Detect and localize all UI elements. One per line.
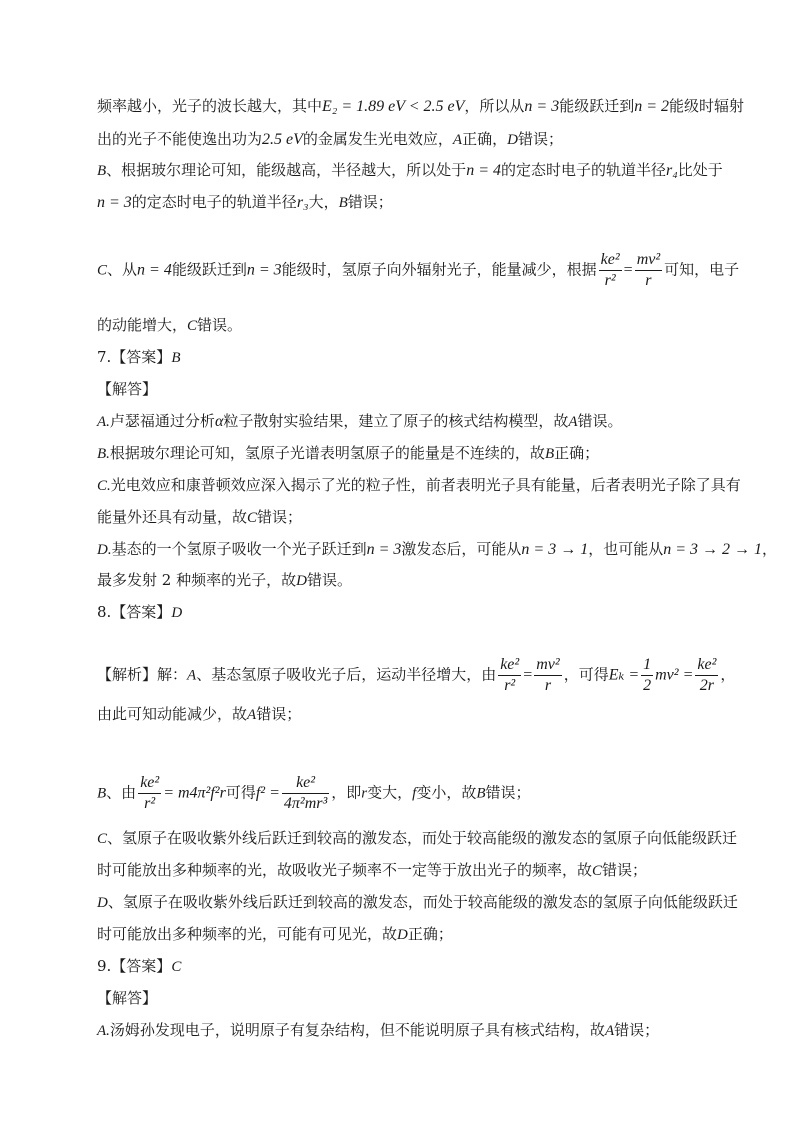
- text: 、从: [107, 260, 138, 279]
- option-letter: D: [97, 895, 108, 911]
- text: ，: [720, 665, 736, 684]
- text: 最多发射 2 种频率的光子，故: [97, 571, 297, 589]
- denominator: r: [645, 272, 652, 289]
- option-letter: B: [338, 195, 348, 211]
- text: 由此可知动能减少，故: [97, 705, 248, 723]
- math-e2-compare: E₂ = 1.89 eV < 2.5 eV: [322, 98, 465, 115]
- text: 可知，电子: [664, 260, 740, 279]
- q8-analysis-c: [97, 828, 737, 849]
- option-letter: D.: [97, 542, 112, 558]
- math-n3: n = 3: [524, 98, 560, 115]
- q8-analysis-d-cont: [97, 924, 453, 945]
- numerator: 1: [641, 655, 653, 676]
- text: ，可得: [563, 665, 609, 684]
- analysis-label: 【解析】解：: [97, 665, 188, 684]
- q7-answer-line: [97, 347, 180, 368]
- equals: =: [523, 666, 533, 684]
- text: 的动能增大，: [97, 316, 188, 334]
- math-r3: r₃: [296, 194, 309, 211]
- denominator: r: [544, 677, 552, 694]
- text: ，所以从: [464, 97, 525, 115]
- option-letter: C: [97, 262, 108, 279]
- text: 错误。: [197, 316, 243, 334]
- text: 激发态后，可能从: [401, 540, 522, 558]
- text-line-6: [97, 315, 242, 336]
- text-line-1: [97, 96, 744, 117]
- math-n3: n = 3: [97, 194, 132, 211]
- denominator: r²: [504, 677, 516, 694]
- text: 能级时辐射: [669, 97, 745, 115]
- q7-option-a: [97, 411, 623, 432]
- text: 正确；: [407, 925, 453, 943]
- answer-label: 9.【答案】: [97, 957, 172, 975]
- option-letter: A: [247, 707, 257, 723]
- q7-option-d-cont: [97, 570, 352, 591]
- math-transition: n = 3 → 2 → 1: [663, 541, 763, 558]
- option-letter: B: [97, 785, 107, 802]
- text: 汤姆孙发现电子，说明原子有复杂结构，但不能说明原子具有核式结构，故: [109, 1021, 605, 1039]
- text: 、基态氢原子吸收光子后，运动半径增大，由: [196, 665, 497, 684]
- math-mv2: mv² =: [655, 666, 694, 684]
- q7-option-c-cont: [97, 507, 302, 528]
- option-letter: A.: [97, 1023, 110, 1039]
- math-ek: Eₖ =: [608, 666, 640, 684]
- text: 错误；: [517, 130, 563, 148]
- option-letter: B: [544, 446, 555, 462]
- q8-answer-line: [97, 602, 182, 623]
- q7-option-c: [97, 475, 741, 496]
- text: 时可能放出多种频率的光，可能有可见光，故: [97, 925, 398, 943]
- text: 能级时，氢原子向外辐射光子，能量减少，根据: [281, 260, 597, 279]
- option-letter: A: [452, 132, 463, 148]
- fraction: [635, 250, 662, 291]
- option-letter: B: [97, 163, 107, 179]
- text: 粒子散射实验结果，建立了原子的核式结构模型，故: [223, 412, 569, 430]
- text-line-3: [97, 160, 723, 181]
- option-letter: C: [247, 510, 258, 526]
- text: ，: [762, 540, 778, 558]
- text: ，即: [331, 783, 362, 802]
- solution-label: 【解答】: [97, 380, 158, 398]
- q8-analysis-d: [97, 892, 738, 913]
- math-n4: n = 4: [137, 261, 172, 279]
- answer-letter: D: [171, 605, 183, 621]
- math-n2: n = 2: [634, 98, 670, 115]
- text: 正确；: [554, 444, 600, 462]
- math-f2: f² =: [255, 784, 280, 802]
- text: 、氢原子在吸收紫外线后跃迁到较高的激发态，而处于较高能级的激发态的氢原子向低能级跃迁: [107, 893, 738, 911]
- fraction: [534, 655, 561, 696]
- text: ，也可能从: [588, 540, 664, 558]
- text-line-2: [97, 129, 563, 150]
- option-letter: C: [187, 318, 198, 334]
- q9-solution-label: [97, 988, 157, 1008]
- math-equation: = m4π²f²r: [163, 784, 226, 802]
- text: 的金属发生光电效应，: [302, 130, 453, 148]
- option-letter: A: [604, 1023, 615, 1039]
- text: 、根据玻尔理论可知，能级越高，半径越大，所以处于: [106, 161, 467, 179]
- text: 的定态时电子的轨道半径: [500, 161, 666, 179]
- option-letter: D: [397, 927, 408, 943]
- q7-option-d: [97, 539, 777, 560]
- answer-letter: C: [171, 959, 182, 975]
- equals: =: [623, 261, 633, 279]
- q7-option-b: [97, 443, 599, 464]
- numerator: ke²: [599, 250, 622, 271]
- option-letter: B.: [97, 446, 110, 462]
- math-r: r: [361, 785, 368, 802]
- denominator: r²: [144, 795, 156, 812]
- fraction: [641, 655, 653, 696]
- option-letter: A: [568, 414, 578, 430]
- text: 错误；: [347, 193, 393, 211]
- text: 出的光子不能使逸出功为: [97, 130, 263, 148]
- text: 错误。: [577, 412, 623, 430]
- q8-analysis-b: [97, 773, 531, 814]
- text: 的定态时电子的轨道半径: [131, 193, 297, 211]
- option-letter: C: [592, 863, 603, 879]
- denominator: 4π²mr³: [283, 795, 328, 812]
- text: 变小，故: [416, 783, 477, 802]
- text: 错误；: [257, 508, 303, 526]
- q8-analysis-a: [97, 655, 735, 696]
- answer-label: 7.【答案】: [97, 348, 172, 366]
- math-alpha: α: [214, 413, 224, 430]
- text: 比处于: [677, 161, 723, 179]
- text: 根据玻尔理论可知，氢原子光谱表明氢原子的能量是不连续的，故: [109, 444, 545, 462]
- option-letter: C: [97, 831, 108, 847]
- text: 能量外还具有动量，故: [97, 508, 248, 526]
- text: 错误；: [602, 861, 648, 879]
- answer-label: 8.【答案】: [97, 603, 172, 621]
- option-letter: B: [476, 785, 486, 802]
- numerator: ke²: [282, 773, 329, 794]
- numerator: ke²: [498, 655, 521, 676]
- text: 大，: [308, 193, 339, 211]
- text: 卢瑟福通过分析: [109, 412, 215, 430]
- text: 能级跃迁到: [559, 97, 635, 115]
- math-transition: n = 3 → 1: [521, 541, 589, 558]
- denominator: r²: [604, 272, 616, 289]
- text: 错误；: [485, 783, 531, 802]
- math-n4: n = 4: [466, 162, 501, 179]
- denominator: 2: [643, 677, 652, 694]
- option-letter: C.: [97, 478, 111, 494]
- numerator: ke²: [138, 773, 161, 794]
- text: 错误。: [306, 571, 352, 589]
- q8-analysis-c-cont: [97, 860, 647, 881]
- numerator: mv²: [635, 250, 662, 271]
- option-letter: A: [187, 667, 197, 684]
- text: 变大，: [367, 783, 413, 802]
- text: 错误；: [614, 1021, 660, 1039]
- math-f: f: [412, 785, 417, 802]
- text: 光电效应和康普顿效应深入揭示了光的粒子性，前者表明光子具有能量，后者表明光子除了具有: [110, 476, 741, 494]
- solution-label: 【解答】: [97, 989, 158, 1007]
- text: 、由: [106, 783, 137, 802]
- numerator: ke²: [695, 655, 718, 676]
- option-letter: D: [296, 573, 307, 589]
- text: 正确，: [462, 130, 508, 148]
- math-n3: n = 3: [366, 541, 402, 558]
- numerator: mv²: [534, 655, 561, 676]
- q7-solution-label: [97, 379, 157, 399]
- answer-letter: B: [171, 350, 181, 366]
- text: 、氢原子在吸收紫外线后跃迁到较高的激发态，而处于较高能级的激发态的氢原子向低能级跃迁: [107, 829, 738, 847]
- text: 可得: [225, 783, 256, 802]
- math-r4: r₄: [666, 162, 678, 179]
- math-n3: n = 3: [246, 261, 282, 279]
- option-letter: D: [507, 132, 518, 148]
- text: 能级跃迁到: [171, 260, 247, 279]
- math-2-5ev: 2.5 eV: [262, 131, 303, 148]
- fraction: [138, 773, 161, 814]
- text: 时可能放出多种频率的光，故吸收光子频率不一定等于放出光子的频率，故: [97, 861, 593, 879]
- text-line-5: [97, 250, 739, 291]
- fraction: [498, 655, 521, 696]
- text: 基态的一个氢原子吸收一个光子跃迁到: [111, 540, 367, 558]
- q8-analysis-a-cont: [97, 704, 301, 725]
- text: 频率越小，光子的波长越大，其中: [97, 97, 323, 115]
- text-line-4: [97, 192, 393, 213]
- fraction: [695, 655, 718, 696]
- fraction: [282, 773, 329, 814]
- denominator: 2r: [699, 677, 714, 694]
- fraction: [599, 250, 622, 291]
- text: 错误；: [256, 705, 302, 723]
- option-letter: A.: [97, 414, 110, 430]
- q9-option-a: [97, 1020, 659, 1041]
- q9-answer-line: [97, 956, 181, 977]
